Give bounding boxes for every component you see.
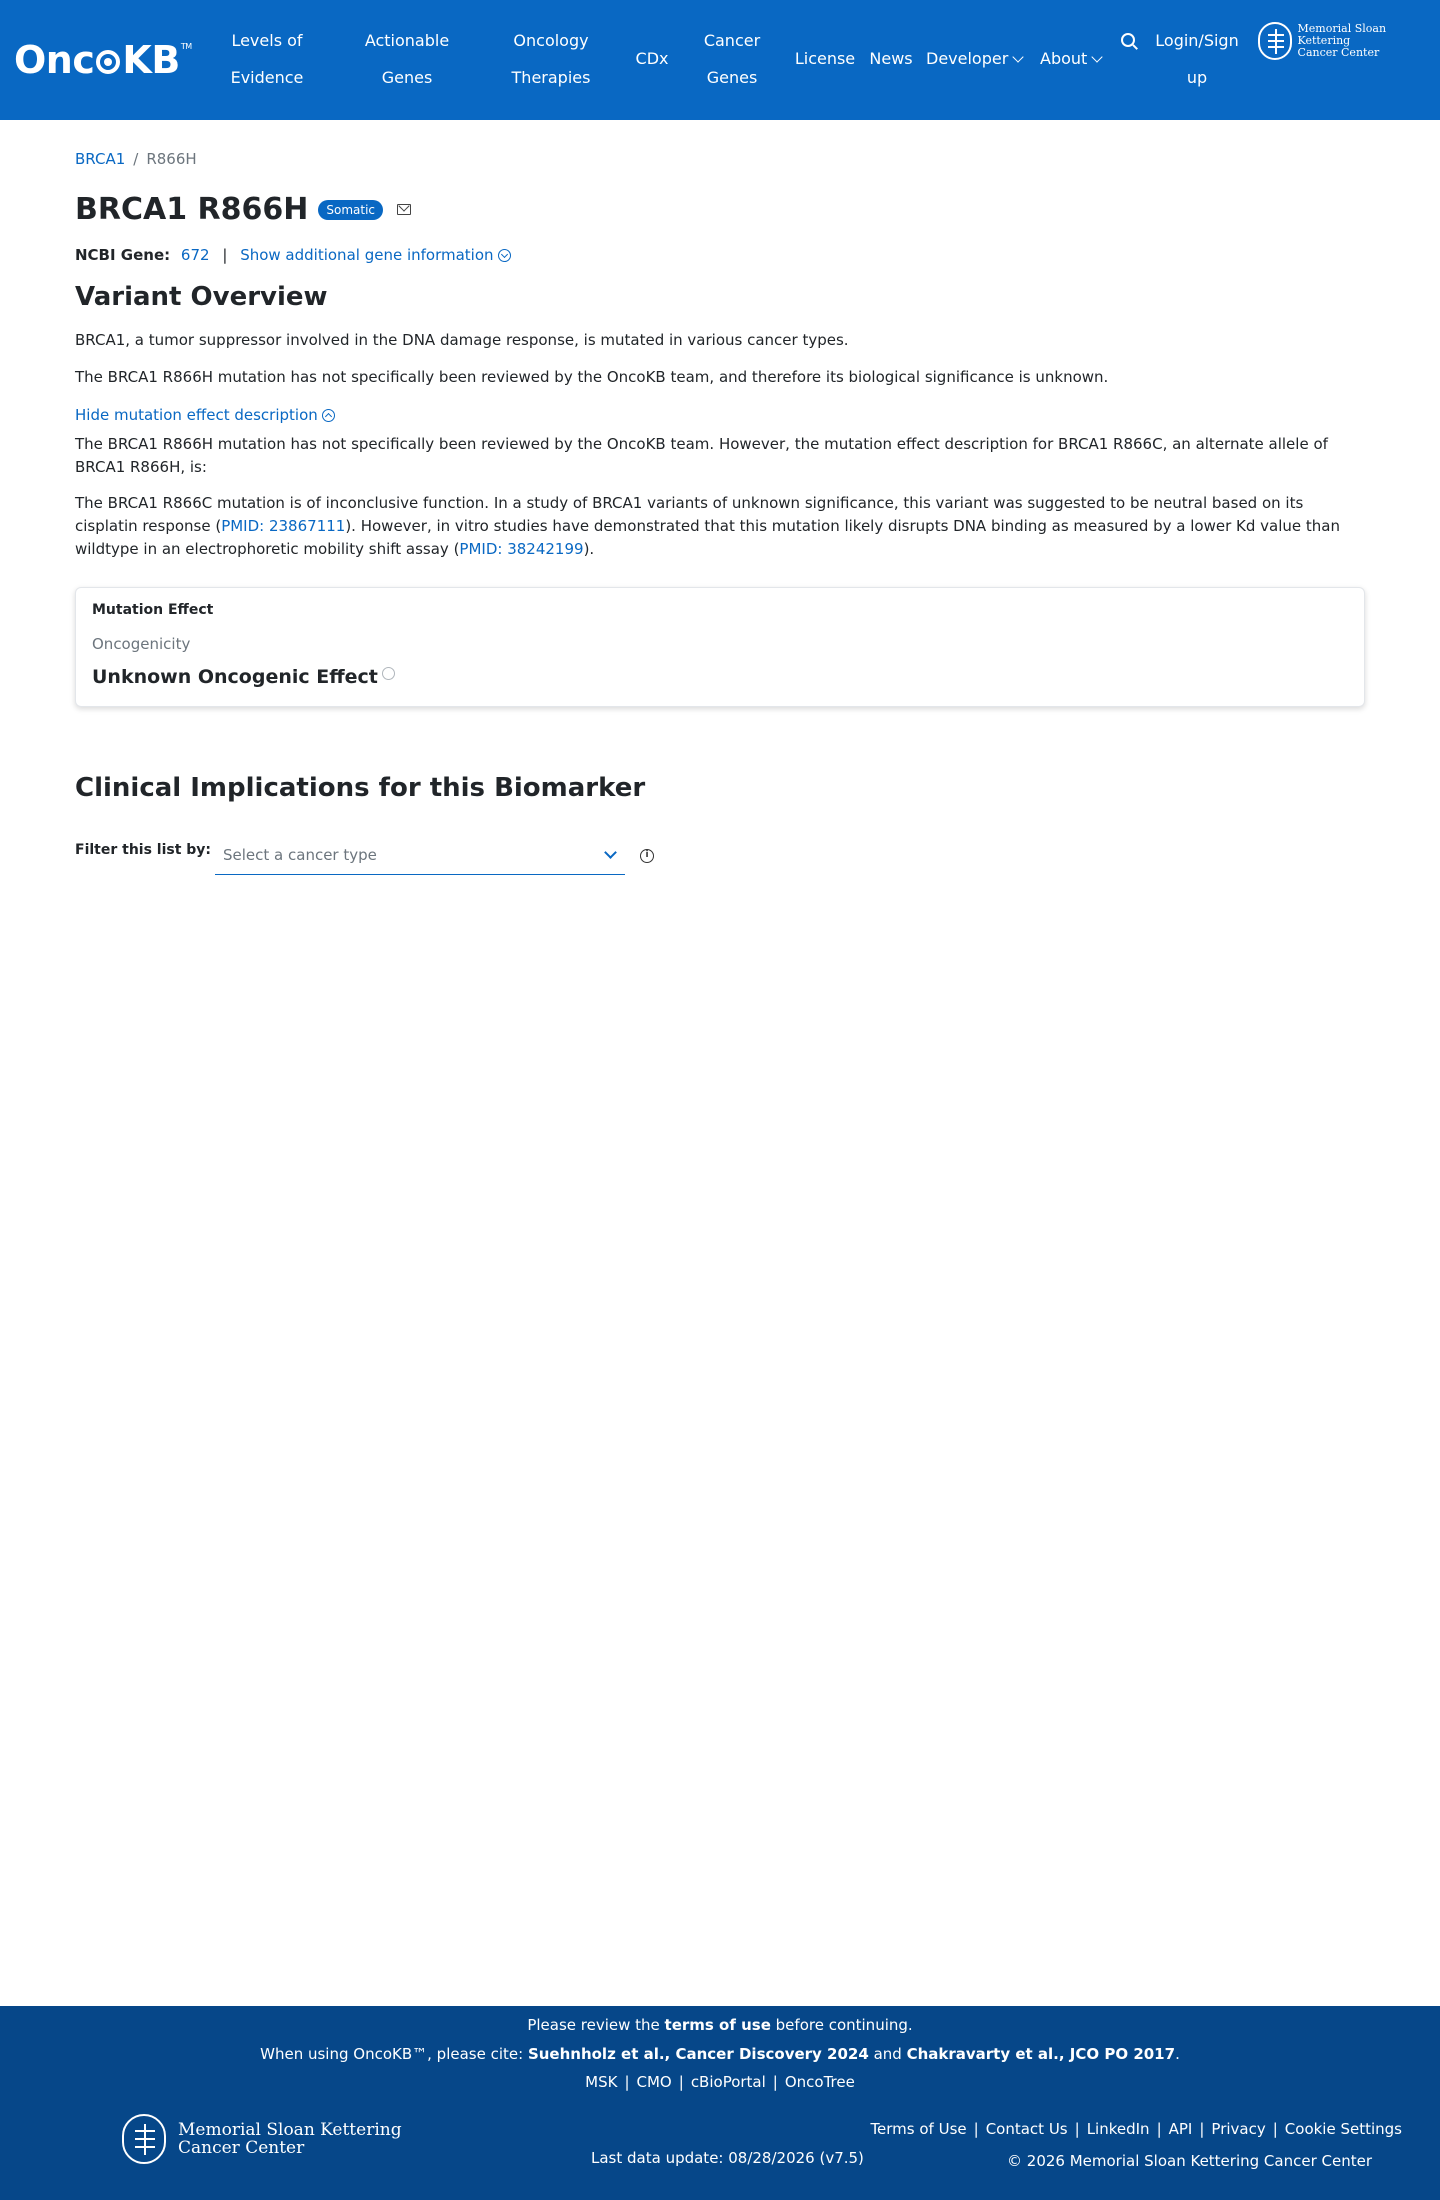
nav-news[interactable] <box>869 40 913 77</box>
separator: | <box>222 246 228 264</box>
footer-link-api[interactable]: API <box>1168 2120 1193 2138</box>
nav-levels-of-evidence[interactable] <box>217 22 317 96</box>
citation-link-2[interactable] <box>907 2045 1176 2063</box>
pmid-link[interactable]: PMID: 38242199 <box>459 540 584 558</box>
nav-about[interactable] <box>1040 40 1110 77</box>
nav-label-line1: Cancer <box>703 31 761 50</box>
cite-text: and <box>868 2045 907 2063</box>
chevron-down-icon <box>604 846 617 859</box>
nav-label-line1: Login/Sign <box>1155 31 1239 50</box>
mutation-effect-card <box>75 587 1365 707</box>
oncogenicity-value: Unknown Oncogenic Effect <box>92 666 378 688</box>
footer-link-linkedin[interactable]: LinkedIn <box>1086 2120 1150 2138</box>
terms-of-use-link[interactable] <box>665 2016 771 2034</box>
toggle-label: Show additional gene information <box>240 246 494 264</box>
logo-trademark: TM <box>180 41 192 51</box>
link-text: terms of use <box>664 2016 771 2034</box>
toggle-label: Hide mutation effect description <box>75 406 318 424</box>
oncogenicity-value-row <box>92 666 395 688</box>
footer-link-privacy[interactable]: Privacy <box>1211 2120 1266 2138</box>
breadcrumb-gene-link[interactable]: BRCA1 <box>75 150 126 168</box>
footer-msk-logo[interactable] <box>122 2114 402 2164</box>
citation-link-1[interactable] <box>528 2045 869 2063</box>
info-icon[interactable]: i <box>640 849 654 863</box>
copyright: © 2026 Memorial Sloan Kettering Cancer Center <box>1007 2152 1372 2170</box>
nav-label: News <box>869 49 913 68</box>
citation-notice <box>0 2045 1440 2063</box>
nav-label-line1: Oncology <box>513 31 589 50</box>
msk-line2: Cancer Center <box>1297 46 1380 59</box>
link-text: Suehnholz et al., Cancer Discovery 2024 <box>527 2045 869 2063</box>
separator: | <box>1199 2120 1205 2138</box>
description-text: The BRCA1 R866C mutation is of inconclusive function. In a study of BRCA1 variants of unknown significance, this variant was suggested to be neutral based on its cisplatin response ( <box>75 494 1304 535</box>
terms-notice <box>0 2016 1440 2034</box>
description-text: ). However, in vitro studies have demonstrated that this mutation likely disrupts DNA binding as measured by a lower Kd value than wildtype in an electrophoretic mobility shift assay ( <box>75 517 1340 558</box>
logo-bullseye-icon <box>96 50 120 74</box>
gene-info-line <box>75 246 511 264</box>
footer-link-cookie-settings[interactable]: Cookie Settings <box>1284 2120 1402 2138</box>
msk-emblem-icon <box>122 2114 166 2164</box>
separator: | <box>772 2073 778 2091</box>
footer-link-contact[interactable]: Contact Us <box>985 2120 1068 2138</box>
nav-actionable-genes[interactable] <box>357 22 457 96</box>
footer-partner-links <box>0 2073 1440 2091</box>
mutation-effect-description <box>75 492 1365 561</box>
cite-text: When using OncoKB™, please cite: <box>260 2045 528 2063</box>
breadcrumb-separator: / <box>133 150 139 168</box>
pmid-link[interactable]: PMID: 23867111 <box>221 517 346 535</box>
ncbi-gene-link[interactable]: 672 <box>180 246 210 264</box>
nav-oncology-therapies[interactable] <box>501 22 601 96</box>
link-text: Chakravarty et al., JCO PO 2017 <box>906 2045 1176 2063</box>
chevron-down-circle-icon <box>498 249 511 262</box>
separator: | <box>1272 2120 1278 2138</box>
notice-text: Please review the <box>527 2016 665 2034</box>
filter-label: Filter this list by: <box>75 842 212 858</box>
nav-label-line2: Genes <box>381 68 433 87</box>
nav-label-line1: Actionable <box>364 31 450 50</box>
top-navbar <box>0 0 1440 120</box>
nav-label-line2: Evidence <box>230 68 304 87</box>
footer-link-terms[interactable]: Terms of Use <box>870 2120 967 2138</box>
oncogenicity-label: Oncogenicity <box>92 635 191 653</box>
search-icon[interactable] <box>1121 33 1135 47</box>
nav-cancer-genes[interactable] <box>692 22 772 96</box>
somatic-badge: Somatic <box>318 200 383 220</box>
chevron-down-icon <box>1092 51 1103 62</box>
description-text: ). <box>583 540 595 558</box>
nav-developer[interactable] <box>926 40 1024 77</box>
variant-title: BRCA1 R866H <box>75 192 309 227</box>
separator: | <box>1156 2120 1162 2138</box>
nav-label-line2: Therapies <box>511 68 591 87</box>
oncokb-logo[interactable] <box>14 38 192 82</box>
variant-overview-heading: Variant Overview <box>75 282 328 312</box>
notice-text: before continuing. <box>770 2016 913 2034</box>
cancer-type-select[interactable] <box>215 838 625 875</box>
chevron-up-circle-icon <box>322 409 335 422</box>
separator: | <box>624 2073 630 2091</box>
logo-text-b: KB <box>122 38 180 82</box>
logo-text-a: Onc <box>14 38 95 82</box>
footer-link-msk[interactable]: MSK <box>585 2073 618 2091</box>
nav-label: CDx <box>635 49 669 68</box>
page-title <box>75 192 411 227</box>
select-placeholder: Select a cancer type <box>223 846 377 864</box>
nav-label-line1: Levels of <box>231 31 303 50</box>
msk-logo[interactable] <box>1258 22 1440 60</box>
nav-cdx[interactable] <box>632 40 672 77</box>
msk-line1: Memorial Sloan Kettering <box>1297 22 1387 47</box>
msk-logo-text <box>178 2121 402 2157</box>
footer-link-oncotree[interactable]: OncoTree <box>784 2073 855 2091</box>
mail-icon[interactable] <box>397 204 411 215</box>
msk-emblem-icon <box>1258 22 1292 60</box>
footer-legal-links <box>870 2120 1402 2138</box>
nav-label: Developer <box>926 49 1009 68</box>
last-data-update: Last data update: 08/28/2026 (v7.5) <box>591 2149 864 2167</box>
ncbi-gene-label: NCBI Gene: <box>75 246 171 264</box>
separator: | <box>1074 2120 1080 2138</box>
separator: | <box>678 2073 684 2091</box>
msk-logo-text <box>1298 23 1440 59</box>
overview-variant-summary: The BRCA1 R866H mutation has not specifically been reviewed by the OncoKB team, and therefore its biological significance is unknown. <box>75 368 1109 386</box>
footer-link-cmo[interactable]: CMO <box>636 2073 672 2091</box>
cite-text: . <box>1175 2045 1180 2063</box>
card-title: Mutation Effect <box>92 602 214 618</box>
chevron-down-icon <box>1013 51 1024 62</box>
msk-line1: Memorial Sloan Kettering <box>178 2120 402 2140</box>
msk-line2: Cancer Center <box>178 2138 305 2158</box>
nav-label-line2: up <box>1186 68 1208 87</box>
separator: | <box>973 2120 979 2138</box>
nav-label: License <box>794 49 856 68</box>
clinical-implications-heading: Clinical Implications for this Biomarker <box>75 773 646 803</box>
nav-label-line2: Genes <box>706 68 758 87</box>
show-gene-info-toggle[interactable] <box>240 246 510 264</box>
overview-gene-summary: BRCA1, a tumor suppressor involved in the DNA damage response, is mutated in various cancer types. <box>75 331 849 349</box>
footer-link-cbioportal[interactable]: cBioPortal <box>690 2073 766 2091</box>
breadcrumb <box>75 150 197 168</box>
mutation-effect-intro: The BRCA1 R866H mutation has not specifically been reviewed by the OncoKB team. However, the mutation effect description for BRCA1 R866C, an alternate allele of BRCA1 R866H, is: <box>75 435 1328 476</box>
footer <box>0 2006 1440 2200</box>
nav-login-signup[interactable] <box>1150 22 1244 96</box>
nav-label: About <box>1040 49 1088 68</box>
breadcrumb-current: R866H <box>146 150 197 168</box>
hide-mutation-effect-toggle[interactable] <box>75 404 1365 427</box>
oncogenicity-status-icon <box>382 667 395 680</box>
nav-license[interactable] <box>793 40 857 77</box>
